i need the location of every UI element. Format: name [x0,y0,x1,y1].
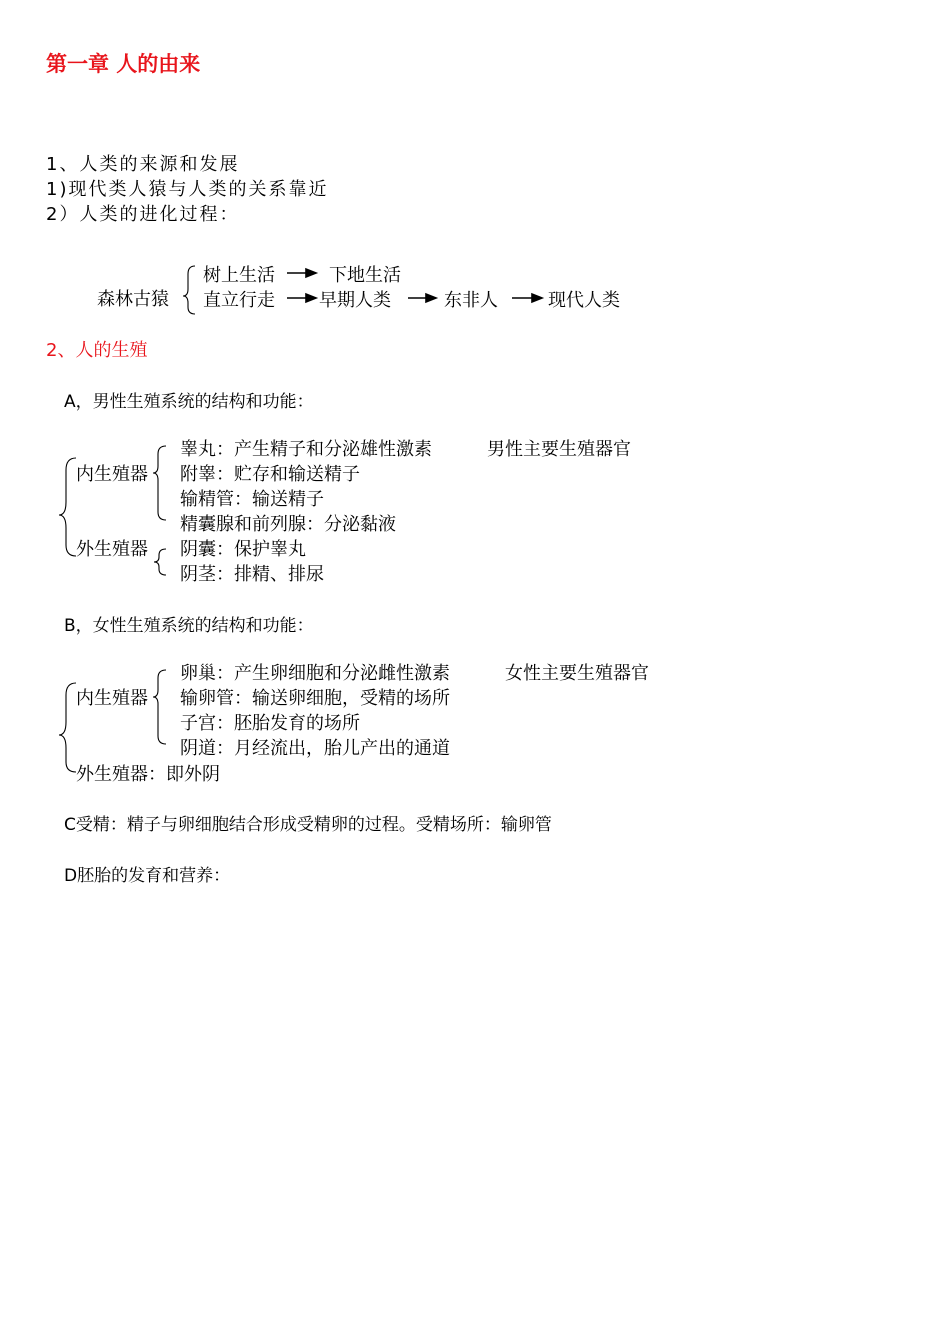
section-1-item-1: 1)现代类人猿与人类的关系靠近 [46,179,329,200]
section-1-item-2: 2）人类的进化过程： [46,204,240,225]
male-main-organ-note: 男性主要生殖器官 [487,439,631,460]
male-section-title: A，男性生殖系统的结构和功能： [64,392,314,412]
evolution-lower-4: 现代人类 [548,290,620,311]
female-item-uterus: 子宫：胚胎发育的场所 [180,713,360,734]
male-item-epididymis: 附睾：贮存和输送精子 [180,464,360,485]
male-item-testis: 睾丸：产生精子和分泌雄性激素 [180,439,432,460]
evolution-lower-1: 直立行走 [203,290,275,311]
section-2-heading: 2、人的生殖 [46,340,148,361]
male-external-brace [154,549,166,575]
page-title: 第一章 人的由来 [46,52,201,76]
male-item-penis: 阴茎：排精、排尿 [180,564,324,585]
embryo-text: D胚胎的发育和营养： [64,866,231,886]
female-section-title: B，女性生殖系统的结构和功能： [64,616,314,636]
evolution-origin: 森林古猿 [97,289,169,310]
male-outer-brace [59,458,76,556]
evolution-upper-2: 下地生活 [329,265,401,286]
male-inner-label: 内生殖器 [76,464,148,485]
male-item-scrotum: 阴囊：保护睾丸 [180,539,306,560]
male-item-glands: 精囊腺和前列腺：分泌黏液 [180,514,396,535]
female-main-organ-note: 女性主要生殖器官 [505,663,649,684]
evolution-lower-2: 早期人类 [319,290,391,311]
female-inner-brace [153,670,166,744]
evolution-brace [183,266,195,314]
female-item-oviduct: 输卵管：输送卵细胞，受精的场所 [180,688,450,709]
fertilization-text: C受精：精子与卵细胞结合形成受精卵的过程。受精场所：输卵管 [64,815,552,835]
evolution-upper-1: 树上生活 [203,265,275,286]
male-item-vas-deferens: 输精管：输送精子 [180,489,324,510]
evolution-lower-3: 东非人 [444,290,498,311]
male-outer-label: 外生殖器 [76,539,148,560]
female-outer-brace [59,683,76,772]
female-item-vagina: 阴道：月经流出，胎儿产出的通道 [180,738,450,759]
female-inner-label: 内生殖器 [76,688,148,709]
female-outer-label: 外生殖器：即外阴 [76,764,220,785]
female-item-ovary: 卵巢：产生卵细胞和分泌雌性激素 [180,663,450,684]
male-inner-brace [153,446,166,520]
section-1-heading: 1、人类的来源和发展 [46,154,240,175]
